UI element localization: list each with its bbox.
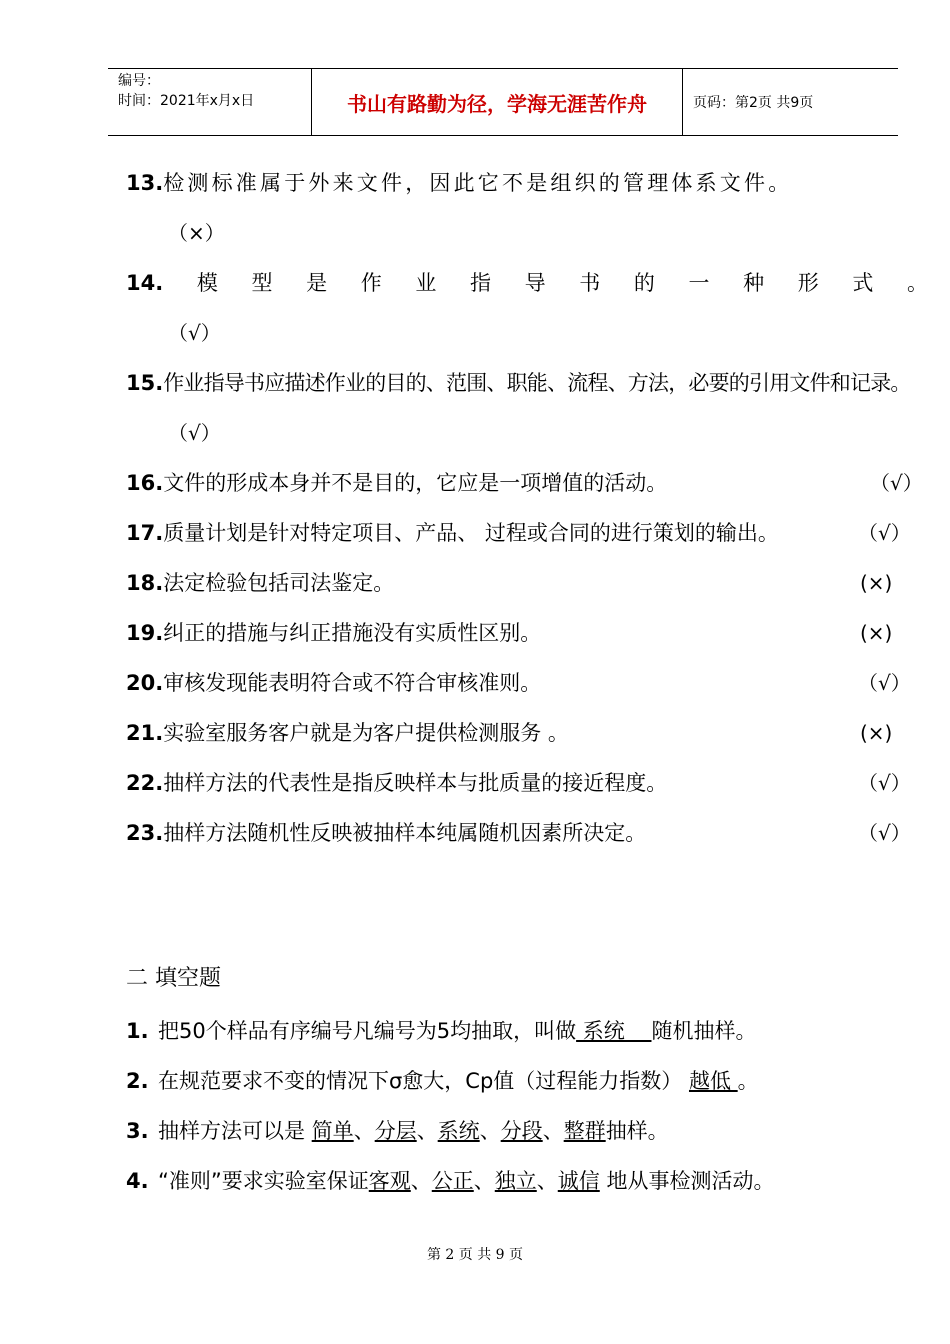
- question-text: 作业指导书应描述作业的目的、范围、职能、流程、方法，必要的引用文件和记录。: [163, 371, 911, 395]
- char: 形: [797, 271, 819, 295]
- question-number: 21.: [126, 721, 164, 745]
- question-text: 文件的形成本身并不是目的，它应是一项增值的活动。: [163, 471, 668, 495]
- answer-mark-20: （√）: [858, 671, 911, 695]
- fill-question-4: [126, 1166, 774, 1196]
- answer-blank: 分层: [374, 1119, 417, 1143]
- time-label: 时间：2021年x月x日: [118, 93, 255, 109]
- question-text: 审核发现能表明符合或不符合审核准则。: [163, 671, 542, 695]
- question-number: 16.: [126, 471, 164, 495]
- char: 导: [524, 271, 546, 295]
- answer-mark-13: （×）: [168, 221, 225, 245]
- char: 作: [360, 271, 382, 295]
- question-21: [126, 718, 569, 748]
- question-number: 4.: [126, 1169, 149, 1193]
- answer-blank: 公正: [431, 1169, 474, 1193]
- question-19: [126, 618, 541, 648]
- question-text: 实验室服务客户就是为客户提供检测服务 。: [163, 721, 569, 745]
- question-13: [126, 168, 792, 198]
- char: 式: [852, 271, 874, 295]
- question-23: [126, 818, 646, 848]
- question-number: 14.: [126, 271, 164, 295]
- answer-blank: 系统: [437, 1119, 480, 1143]
- separator: 、: [416, 1119, 438, 1143]
- question-text: 抽样方法的代表性是指反映样本与批质量的接近程度。: [163, 771, 668, 795]
- question-number: 19.: [126, 621, 164, 645]
- answer-blank: 独立: [494, 1169, 537, 1193]
- question-number: 2.: [126, 1069, 149, 1093]
- char: 业: [415, 271, 437, 295]
- answer-mark-16: （√）: [870, 471, 923, 495]
- separator: 、: [536, 1169, 558, 1193]
- question-text: 在规范要求不变的情况下σ愈大，Cp值（过程能力指数）: [158, 1069, 689, 1093]
- question-text-end: 地从事检测活动。: [599, 1169, 775, 1193]
- answer-blank: 系统: [576, 1019, 652, 1043]
- char: 是: [306, 271, 328, 295]
- header-page-info: 页码：第2页 共9页: [693, 95, 814, 111]
- separator: 、: [473, 1169, 495, 1193]
- question-text: 抽样方法可以是: [158, 1119, 312, 1143]
- question-text: 把50个样品有序编号凡编号为5均抽取，叫做: [158, 1019, 577, 1043]
- question-text: “准则”要求实验室保证: [158, 1169, 369, 1193]
- separator: 、: [353, 1119, 375, 1143]
- separator: 、: [479, 1119, 501, 1143]
- section-title: 二 填空题: [126, 966, 221, 991]
- page-footer: 第 2 页 共 9 页: [426, 1247, 524, 1263]
- question-number: 15.: [126, 371, 164, 395]
- question-20: [126, 668, 541, 698]
- char: 指: [469, 271, 491, 295]
- char: 模: [196, 271, 218, 295]
- question-text: 法定检验包括司法鉴定。: [163, 571, 395, 595]
- question-14: [126, 268, 928, 298]
- fill-question-3: [126, 1116, 669, 1146]
- question-number: 20.: [126, 671, 164, 695]
- answer-mark-21: (×): [860, 721, 893, 745]
- question-text: 质量计划是针对特定项目、产品、 过程或合同的进行策划的输出。: [163, 521, 779, 545]
- question-text: 抽样方法随机性反映被抽样本纯属随机因素所决定。: [163, 821, 647, 845]
- answer-mark-22: （√）: [858, 771, 911, 795]
- answer-blank: 客观: [368, 1169, 411, 1193]
- question-text: 检测标准属于外来文件，因此它不是组织的管理体系文件。: [163, 171, 793, 195]
- separator: 、: [410, 1169, 432, 1193]
- char: 一: [688, 271, 710, 295]
- question-22: [126, 768, 667, 798]
- fill-question-1: [126, 1016, 756, 1046]
- question-text-end: 。: [737, 1069, 759, 1093]
- header-meta: [108, 69, 311, 135]
- answer-blank: 越低: [688, 1069, 738, 1093]
- answer-mark-14: （√）: [168, 321, 221, 345]
- question-number: 3.: [126, 1119, 149, 1143]
- question-17: [126, 518, 779, 548]
- header-motto: 书山有路勤为径，学海无涯苦作舟: [311, 69, 683, 135]
- question-text-end: 随机抽样。: [651, 1019, 757, 1043]
- question-text-spread: [126, 268, 928, 298]
- question-18: [126, 568, 394, 598]
- answer-mark-19: (×): [860, 621, 893, 645]
- question-15: [126, 368, 911, 398]
- char: 。: [906, 271, 928, 295]
- question-16: [126, 468, 667, 498]
- question-number: 13.: [126, 171, 164, 195]
- question-number: 23.: [126, 821, 164, 845]
- fill-question-2: [126, 1066, 759, 1096]
- answer-blank: 诚信: [557, 1169, 600, 1193]
- answer-mark-23: （√）: [858, 821, 911, 845]
- serial-label: 编号：: [118, 73, 160, 89]
- question-text: 纠正的措施与纠正措施没有实质性区别。: [163, 621, 542, 645]
- question-text-end: 抽样。: [605, 1119, 669, 1143]
- answer-blank: 分段: [500, 1119, 543, 1143]
- question-number: 18.: [126, 571, 164, 595]
- char: 书: [579, 271, 601, 295]
- question-number: 17.: [126, 521, 164, 545]
- char: 的: [633, 271, 655, 295]
- answer-blank: 简单: [311, 1119, 354, 1143]
- answer-mark-18: (×): [860, 571, 893, 595]
- question-number: 1.: [126, 1019, 149, 1043]
- answer-blank: 整群: [563, 1119, 606, 1143]
- separator: 、: [542, 1119, 564, 1143]
- answer-mark-17: （√）: [858, 521, 911, 545]
- answer-mark-15: （√）: [168, 421, 221, 445]
- char: 种: [743, 271, 765, 295]
- page-header: [108, 68, 898, 136]
- char: 型: [251, 271, 273, 295]
- question-number: 22.: [126, 771, 164, 795]
